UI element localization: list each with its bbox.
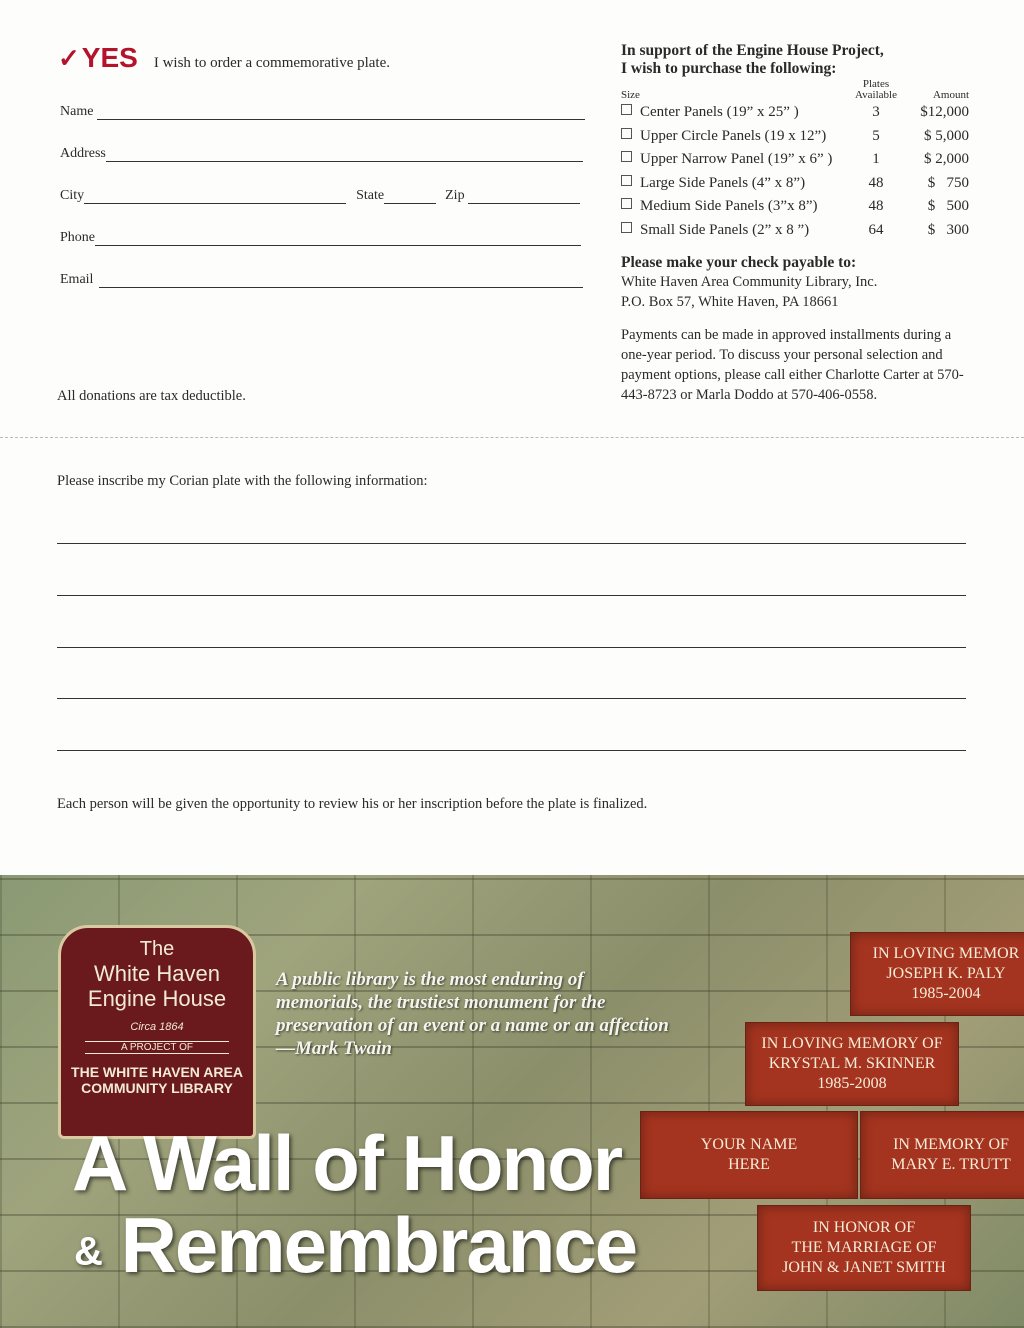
- yes-label: YES: [81, 42, 138, 73]
- plates-cell: 64: [868, 221, 884, 238]
- engine-house-sign: [58, 925, 256, 1139]
- col-plates-line2: Available: [855, 89, 897, 101]
- price-row[interactable]: [621, 219, 969, 243]
- size-cell: Upper Narrow Panel (19” x 6” ): [640, 151, 833, 168]
- col-plates: [851, 79, 901, 101]
- purchase-title-2: I wish to purchase the following:: [621, 60, 837, 77]
- amount-cell: $ 300: [927, 221, 969, 238]
- checkbox[interactable]: [621, 222, 632, 233]
- purchase-section: [621, 42, 1011, 78]
- plate-skinner-l2: KRYSTAL M. SKINNER: [768, 1055, 936, 1072]
- plate-paly-l2: JOSEPH K. PALY: [886, 965, 1006, 982]
- amount-cell: $ 500: [927, 198, 969, 215]
- zip-label: Zip: [445, 188, 465, 203]
- inscription-line-5[interactable]: [57, 750, 966, 751]
- name-field[interactable]: [60, 104, 585, 120]
- col-plates-line1: Plates: [862, 78, 890, 90]
- wall-banner: [0, 875, 1024, 1328]
- city-state-zip-field[interactable]: [60, 188, 580, 204]
- amount-cell: $12,000: [920, 104, 969, 121]
- col-size: Size: [621, 89, 640, 101]
- name-line[interactable]: [97, 105, 585, 120]
- plates-cell: 48: [868, 198, 884, 215]
- phone-label: Phone: [60, 230, 95, 245]
- sign-the: The: [139, 938, 175, 960]
- tax-note: All donations are tax deductible.: [57, 388, 246, 404]
- payable-line1: White Haven Area Community Library, Inc.: [621, 274, 878, 290]
- yes-checkmark: [58, 42, 138, 74]
- phone-line[interactable]: [95, 231, 581, 246]
- inscription-line-3[interactable]: [57, 647, 966, 648]
- plate-trutt-l1: IN MEMORY OF: [893, 1136, 1009, 1153]
- plate-skinner: [745, 1022, 959, 1106]
- payable-line2: P.O. Box 57, White Haven, PA 18661: [621, 294, 839, 310]
- plates-cell: 1: [872, 151, 880, 168]
- price-row[interactable]: [621, 148, 969, 172]
- plate-skinner-l1: IN LOVING MEMORY OF: [761, 1035, 943, 1052]
- plate-paly-l1: IN LOVING MEMOR: [872, 945, 1020, 962]
- banner-title-1: A Wall of Honor: [72, 1119, 622, 1207]
- email-field[interactable]: [60, 272, 583, 288]
- banner-title-2: [74, 1201, 637, 1291]
- plate-yourname-l1: YOUR NAME: [700, 1136, 798, 1153]
- check-icon: ✓: [58, 43, 80, 73]
- plate-your-name: [640, 1111, 858, 1199]
- yes-text: I wish to order a commemorative plate.: [153, 55, 390, 71]
- email-label: Email: [60, 272, 94, 287]
- sign-org2: COMMUNITY LIBRARY: [81, 1080, 233, 1096]
- plate-paly: [850, 932, 1024, 1016]
- banner-title-2-text: Remembrance: [120, 1201, 637, 1289]
- size-cell: Center Panels (19” x 25” ): [640, 104, 799, 121]
- amount-cell: $ 2,000: [924, 151, 969, 168]
- inscription-prompt: Please inscribe my Corian plate with the following information:: [57, 473, 428, 489]
- inscription-line-4[interactable]: [57, 698, 966, 699]
- sign-org1: THE WHITE HAVEN AREA: [71, 1064, 243, 1080]
- address-line[interactable]: [106, 147, 583, 162]
- checkbox[interactable]: [621, 198, 632, 209]
- plate-skinner-l3: 1985-2008: [817, 1075, 887, 1092]
- price-row[interactable]: [621, 125, 969, 149]
- price-table: [621, 101, 969, 242]
- price-table-header: [621, 79, 969, 101]
- plate-yourname-l2: HERE: [728, 1156, 770, 1173]
- plate-trutt-l2: MARY E. TRUTT: [891, 1156, 1011, 1173]
- checkbox[interactable]: [621, 175, 632, 186]
- size-cell: Medium Side Panels (3”x 8”): [640, 198, 818, 215]
- plate-smith-l3: JOHN & JANET SMITH: [782, 1259, 946, 1276]
- inscription-line-1[interactable]: [57, 543, 966, 544]
- size-cell: Small Side Panels (2” x 8 ”): [640, 221, 810, 238]
- payable-title: Please make your check payable to:: [621, 254, 857, 271]
- city-label: City: [60, 188, 85, 203]
- city-line[interactable]: [84, 189, 346, 204]
- state-line[interactable]: [384, 189, 436, 204]
- sign-circa: Circa 1864: [130, 1021, 184, 1033]
- plates-cell: 3: [872, 104, 880, 121]
- address-label: Address: [60, 146, 106, 161]
- checkbox[interactable]: [621, 151, 632, 162]
- price-row[interactable]: [621, 172, 969, 196]
- email-line[interactable]: [99, 273, 583, 288]
- size-cell: Upper Circle Panels (19 x 12”): [640, 127, 827, 144]
- price-row[interactable]: [621, 195, 969, 219]
- address-field[interactable]: [60, 146, 583, 162]
- plate-trutt: [860, 1111, 1024, 1199]
- review-note: Each person will be given the opportunity to review his or her inscription before the plate is finalized.: [57, 796, 648, 812]
- twain-quote: A public library is the most enduring of memorials, the trustiest monument for the preservation of an event or a name or an affection —Mark Twain: [276, 969, 669, 1059]
- name-label: Name: [60, 104, 94, 119]
- plates-cell: 5: [872, 127, 880, 144]
- sign-project: A PROJECT OF: [85, 1041, 229, 1054]
- col-amount: Amount: [932, 89, 969, 101]
- banner-amp: &: [74, 1229, 101, 1274]
- purchase-title-1: In support of the Engine House Project,: [621, 42, 884, 59]
- yes-header: [58, 42, 390, 74]
- plate-paly-l3: 1985-2004: [911, 985, 981, 1002]
- price-table-wrap: [621, 79, 969, 242]
- plates-cell: 48: [868, 174, 884, 191]
- payable-section: [621, 254, 991, 312]
- zip-line[interactable]: [468, 189, 580, 204]
- checkbox[interactable]: [621, 128, 632, 139]
- payments-text: Payments can be made in approved installments during a one-year period. To discuss your personal selection and payment options, please call either Charlotte Carter at 570-443-8723 or Marla Doddo at 570-406-0558.: [621, 327, 964, 403]
- amount-cell: $ 750: [927, 174, 969, 191]
- sign-line1: White Haven: [94, 961, 220, 986]
- phone-field[interactable]: [60, 230, 581, 246]
- fold-divider: [0, 437, 1024, 438]
- inscription-line-2[interactable]: [57, 595, 966, 596]
- plate-smith: [757, 1205, 971, 1291]
- size-cell: Large Side Panels (4” x 8”): [640, 174, 806, 191]
- price-row[interactable]: [621, 101, 969, 125]
- checkbox[interactable]: [621, 104, 632, 115]
- plate-smith-l1: IN HONOR OF: [812, 1219, 916, 1236]
- sign-line2: Engine House: [87, 986, 227, 1011]
- plate-smith-l2: THE MARRIAGE OF: [791, 1239, 937, 1256]
- amount-cell: $ 5,000: [924, 127, 969, 144]
- state-label: State: [356, 188, 385, 203]
